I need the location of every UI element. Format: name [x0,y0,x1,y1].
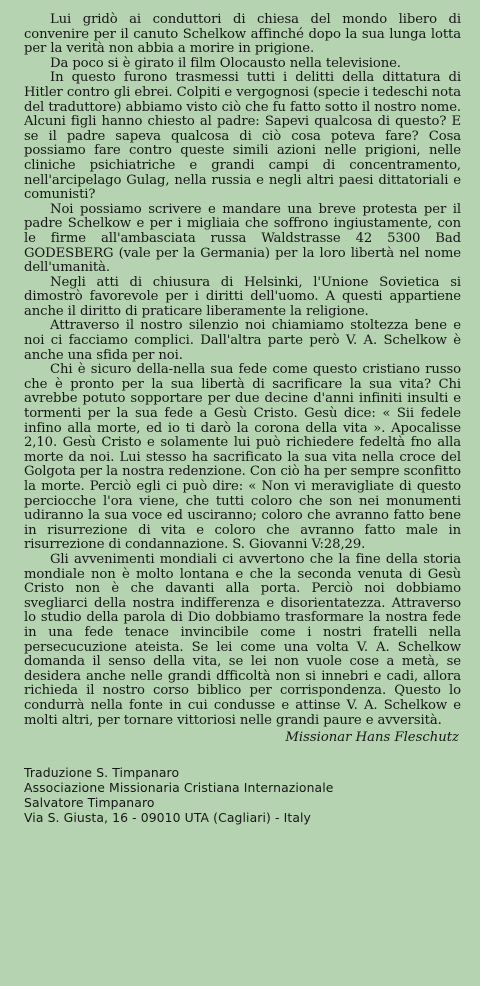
author-signature: Missionar Hans Fleschutz [285,730,459,746]
translation-credits [24,765,461,825]
translator-line: Traduzione S. Timpanaro [24,765,180,781]
paragraph: Chi è sicuro della-nella sua fede come questo cristiano russo che è pronto per la sua libertà di sacrificare la sua vita? Chi avrebbe potuto sopportare per due decine d'anni infiniti insulti e tormenti per la sua fede a Gesù Cristo. Gesù dice: « Sii fedele infino alla morte, ed io ti darò la corona della vita ». Apocalisse 2,10. Gesù Cristo e solamente lui può richiedere fedeltà fno alla morte da noi. Lui stesso ha sacrificato la sua vita nella croce del Golgota per la nostra redenzione. Con ciò ha per sempre sconfitto la morte. Perciò egli ci può dire: « Non vi meravigliate di questo perciocche l'ora viene, che tutti coloro che son nei monumenti udiranno la sua voce ed usciranno; coloro che avranno fatto bene in risurrezione di vita e coloro che avranno fatto male in risurrezione di condannazione. S. Giovanni V:28,29. [24,362,461,553]
paragraph: Lui gridò ai conduttori di chiesa del mondo libero di convenire per il canuto Schelkow affinché dopo la sua lunga lotta per la verità non abbia a morire in prigione. [24,12,461,57]
paragraph: Negli atti di chiusura di Helsinki, l'Unione Sovietica si dimostrò favorevole per i diritti dell'uomo. A questi appartiene anche il diritto di praticare liberamente la religione. [24,274,461,319]
paragraph: Attraverso il nostro silenzio noi chiamiamo stoltezza bene e noi ci facciamo complici. Dall'altra parte però V. A. Schelkow è anche una sfida per noi. [24,318,461,363]
paragraph: Gli avvenimenti mondiali ci avvertono che la fine della storia mondiale non è molto lontana e che la seconda venuta di Gesù Cristo non è che davanti alla porta. Perciò noi dobbiamo svegliarci della nostra indifferenza e disorientatezza. Attraverso lo studio della parola di Dio dobbiamo trasformare la nostra fede in una fede tenace invincibile come i nostri fratelli nella persecucuzione ateista. Se lei come una volta V. A. Schelkow domanda il senso della vita, se lei non vuole cose a metà, se desidera anche nelle grandi dfficoltà non si innebri e cadi, allora richieda il nostro corso biblico per corrispondenza. Questo lo condurrà nella fonte in cui condusse e attinse V. A. Schelkow e molti altri, per tornare vittoriosi nelle grandi paure e avversità. [24,551,461,728]
contact-name: Salvatore Timpanaro [24,795,155,811]
association-name: Associazione Missionaria Cristiana Internazionale [24,780,334,796]
paragraph: Da poco si è girato il film Olocausto nella televisione. [50,55,401,71]
article-body [24,13,461,745]
postal-address: Via S. Giusta, 16 - 09010 UTA (Cagliari) - Italy [24,810,311,826]
paragraph: In questo furono trasmessi tutti i delitti della dittatura di Hitler contro gli ebrei. Colpiti e vergognosi (specie i tedeschi nota del traduttore) abbiamo visto ciò che fu fatto sotto il nostro nome. Alcuni figli hanno chiesto al padre: Sapevi qualcosa di questo? E se il padre sapeva qualcosa di ciò cosa poteva fare? Cosa possiamo fare contro queste simili azioni nelle prigioni, nelle cliniche psichiatriche e grandi campi di concentramento, nell'arcipelago Gulag, nella russia e negli altri paesi dittatoriali e comunisti? [24,70,461,203]
paragraph: Noi possiamo scrivere e mandare una breve protesta per il padre Schelkow e per i migliaia che soffrono ingiustamente, con le firme all'ambasciata russa Waldstrasse 42 5300 Bad GODESBERG (vale per la Germania) per la loro libertà nel nome dell'umanità. [24,201,461,276]
